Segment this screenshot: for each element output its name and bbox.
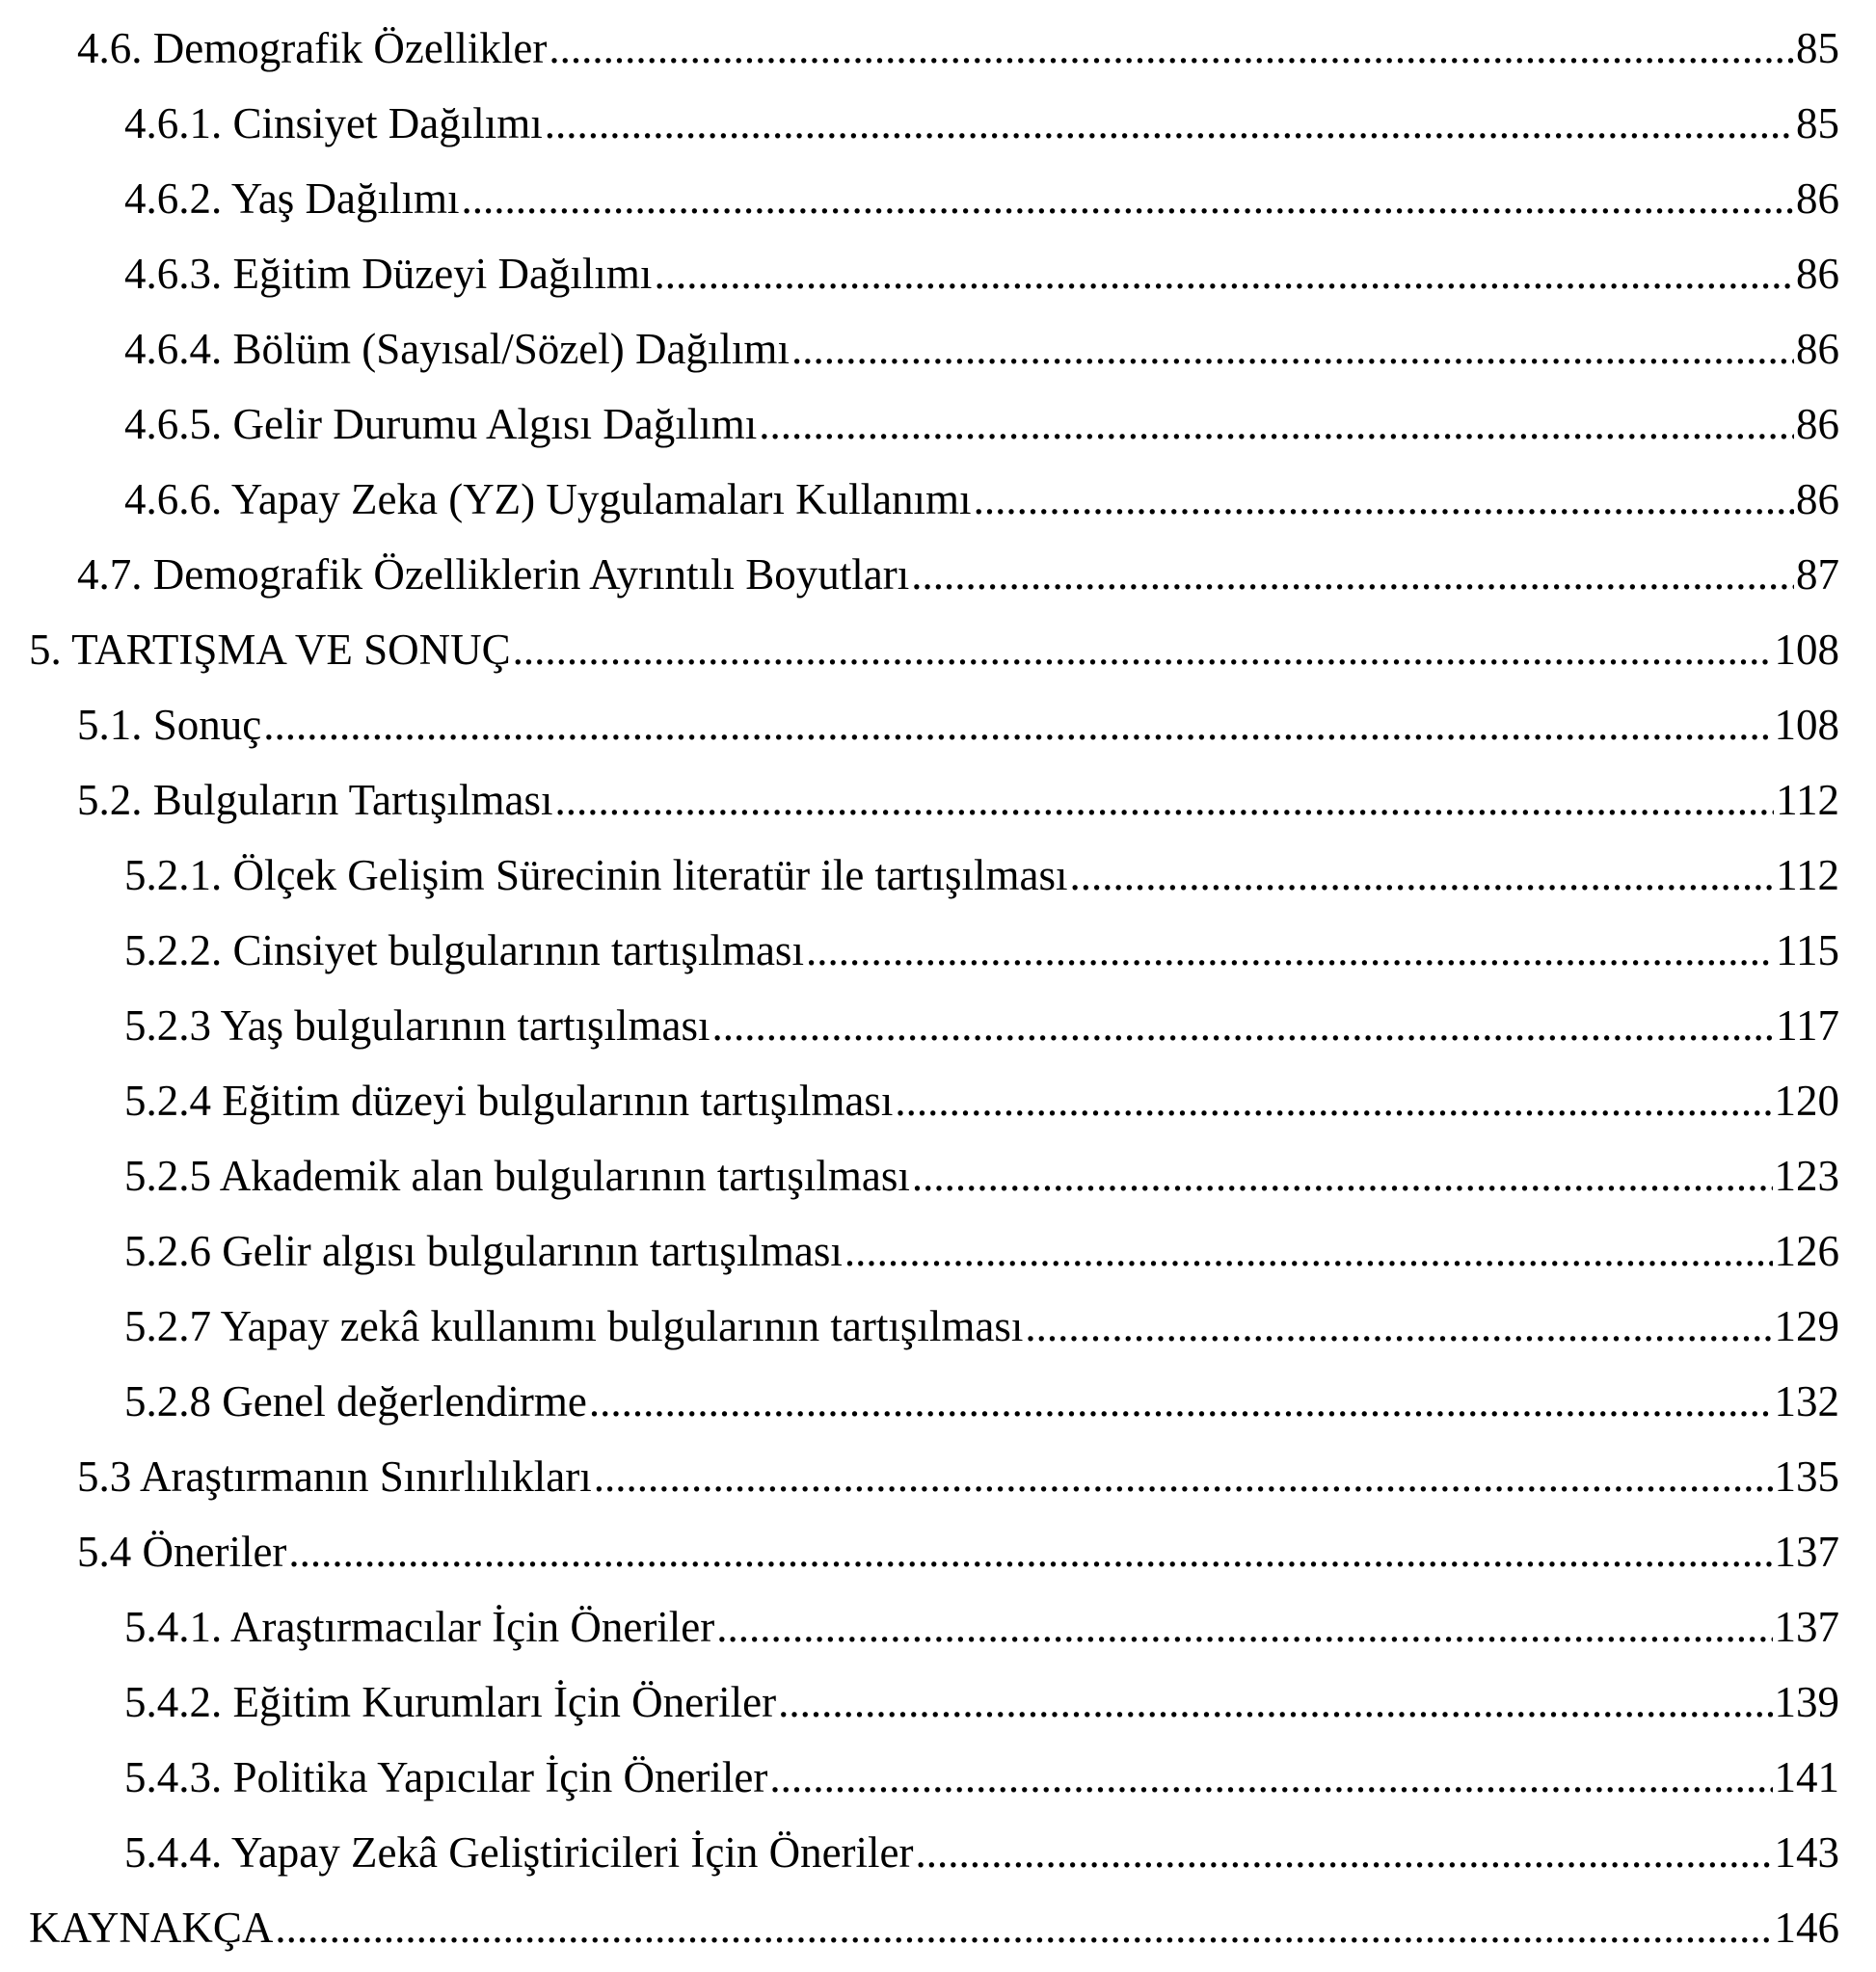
toc-entry[interactable] [0, 1138, 1876, 1213]
toc-entry-title: 5.1. Sonuç [77, 701, 262, 749]
dot-leader [974, 462, 1794, 537]
dot-leader [589, 1364, 1773, 1439]
toc-entry[interactable] [0, 1665, 1876, 1740]
dot-leader [912, 1138, 1773, 1213]
toc-entry[interactable] [0, 1890, 1876, 1965]
toc-entry[interactable] [0, 537, 1876, 612]
toc-entry[interactable] [0, 612, 1876, 687]
toc-entry[interactable] [0, 1589, 1876, 1665]
dot-leader [275, 1890, 1772, 1965]
dot-leader [759, 386, 1794, 462]
toc-entry-page: 126 [1774, 1227, 1839, 1275]
toc-entry-page: 86 [1796, 174, 1839, 223]
dot-leader [513, 612, 1773, 687]
dot-leader [844, 1213, 1773, 1289]
table-of-contents [0, 11, 1876, 1965]
toc-entry-page: 108 [1774, 701, 1839, 749]
toc-entry-title: 4.6. Demografik Özellikler [77, 24, 548, 72]
toc-entry-title: 5.4.2. Eğitim Kurumları İçin Öneriler [124, 1678, 777, 1726]
toc-entry-page: 143 [1774, 1828, 1839, 1877]
toc-entry[interactable] [0, 1514, 1876, 1589]
dot-leader [462, 161, 1794, 236]
dot-leader [911, 537, 1794, 612]
toc-entry-title: 4.6.2. Yaş Dağılımı [124, 174, 460, 223]
toc-entry[interactable] [0, 1213, 1876, 1289]
dot-leader [791, 311, 1794, 386]
toc-entry-title: 5.4.1. Araştırmacılar İçin Öneriler [124, 1603, 715, 1651]
toc-entry[interactable] [0, 838, 1876, 913]
toc-entry-title: 5.4.4. Yapay Zekâ Geliştiricileri İçin Öneriler [124, 1828, 914, 1877]
toc-entry-page: 146 [1774, 1904, 1839, 1952]
toc-entry-title: 5.2.3 Yaş bulgularının tartışılması [124, 1001, 710, 1050]
toc-entry-page: 86 [1796, 250, 1839, 298]
toc-entry[interactable] [0, 1289, 1876, 1364]
toc-entry[interactable] [0, 161, 1876, 236]
toc-entry[interactable] [0, 988, 1876, 1063]
toc-entry-page: 123 [1774, 1152, 1839, 1200]
toc-entry-title: 4.7. Demografik Özelliklerin Ayrıntılı Boyutları [77, 550, 910, 599]
toc-entry[interactable] [0, 462, 1876, 537]
toc-entry-page: 137 [1774, 1528, 1839, 1576]
dot-leader [712, 988, 1775, 1063]
toc-entry[interactable] [0, 11, 1876, 86]
toc-entry[interactable] [0, 687, 1876, 762]
toc-entry-title: 5.4.3. Politika Yapıcılar İçin Öneriler [124, 1753, 768, 1801]
dot-leader [769, 1740, 1772, 1815]
toc-entry-page: 86 [1796, 400, 1839, 448]
toc-entry-title: 5.2.2. Cinsiyet bulgularının tartışılması [124, 926, 804, 974]
dot-leader [1070, 838, 1775, 913]
toc-entry-page: 117 [1776, 1001, 1839, 1050]
toc-entry-title: 5.3 Araştırmanın Sınırlılıkları [77, 1452, 592, 1501]
toc-entry-title: KAYNAKÇA [29, 1904, 274, 1952]
toc-entry-title: 5.2.7 Yapay zekâ kullanımı bulgularının tartışılması [124, 1302, 1024, 1350]
toc-entry-page: 108 [1774, 626, 1839, 674]
toc-entry-title: 5.2.8 Genel değerlendirme [124, 1377, 587, 1426]
toc-entry-page: 115 [1776, 926, 1839, 974]
toc-entry-title: 5.2.6 Gelir algısı bulgularının tartışılması [124, 1227, 843, 1275]
toc-entry-page: 129 [1774, 1302, 1839, 1350]
toc-entry-title: 5. TARTIŞMA VE SONUÇ [29, 626, 511, 674]
dot-leader [545, 86, 1794, 161]
dot-leader [806, 913, 1774, 988]
dot-leader [778, 1665, 1772, 1740]
dot-leader [549, 11, 1794, 86]
dot-leader [263, 687, 1772, 762]
dot-leader [288, 1514, 1772, 1589]
toc-entry[interactable] [0, 1439, 1876, 1514]
toc-entry-title: 4.6.4. Bölüm (Sayısal/Sözel) Dağılımı [124, 325, 790, 373]
toc-entry-title: 5.4 Öneriler [77, 1528, 287, 1576]
toc-entry-title: 4.6.5. Gelir Durumu Algısı Dağılımı [124, 400, 758, 448]
toc-entry-page: 85 [1796, 99, 1839, 147]
toc-entry-page: 112 [1776, 851, 1839, 899]
toc-entry[interactable] [0, 236, 1876, 311]
dot-leader [895, 1063, 1772, 1138]
toc-entry-page: 85 [1796, 24, 1839, 72]
toc-entry-page: 86 [1796, 325, 1839, 373]
toc-entry[interactable] [0, 386, 1876, 462]
toc-entry-title: 4.6.6. Yapay Zeka (YZ) Uygulamaları Kullanımı [124, 475, 972, 523]
toc-entry-title: 4.6.3. Eğitim Düzeyi Dağılımı [124, 250, 653, 298]
toc-entry-page: 120 [1774, 1077, 1839, 1125]
toc-entry-page: 137 [1774, 1603, 1839, 1651]
dot-leader [654, 236, 1794, 311]
toc-entry-title: 5.2.4 Eğitim düzeyi bulgularının tartışılması [124, 1077, 894, 1125]
toc-entry[interactable] [0, 762, 1876, 838]
toc-entry[interactable] [0, 1815, 1876, 1890]
toc-entry[interactable] [0, 311, 1876, 386]
toc-entry-title: 5.2.5 Akademik alan bulgularının tartışılması [124, 1152, 910, 1200]
toc-entry[interactable] [0, 86, 1876, 161]
toc-entry-page: 132 [1774, 1377, 1839, 1426]
toc-entry[interactable] [0, 913, 1876, 988]
toc-entry-title: 5.2. Bulguların Tartışılması [77, 776, 553, 824]
toc-entry[interactable] [0, 1364, 1876, 1439]
dot-leader [916, 1815, 1773, 1890]
toc-entry[interactable] [0, 1063, 1876, 1138]
dot-leader [594, 1439, 1773, 1514]
toc-entry-page: 86 [1796, 475, 1839, 523]
dot-leader [716, 1589, 1772, 1665]
toc-entry-page: 135 [1774, 1452, 1839, 1501]
toc-entry[interactable] [0, 1740, 1876, 1815]
toc-entry-title: 4.6.1. Cinsiyet Dağılımı [124, 99, 543, 147]
toc-entry-page: 139 [1774, 1678, 1839, 1726]
toc-entry-title: 5.2.1. Ölçek Gelişim Sürecinin literatür ile tartışılması [124, 851, 1068, 899]
dot-leader [554, 762, 1774, 838]
dot-leader [1025, 1289, 1772, 1364]
toc-entry-page: 87 [1796, 550, 1839, 599]
toc-entry-page: 141 [1774, 1753, 1839, 1801]
toc-entry-page: 112 [1776, 776, 1839, 824]
